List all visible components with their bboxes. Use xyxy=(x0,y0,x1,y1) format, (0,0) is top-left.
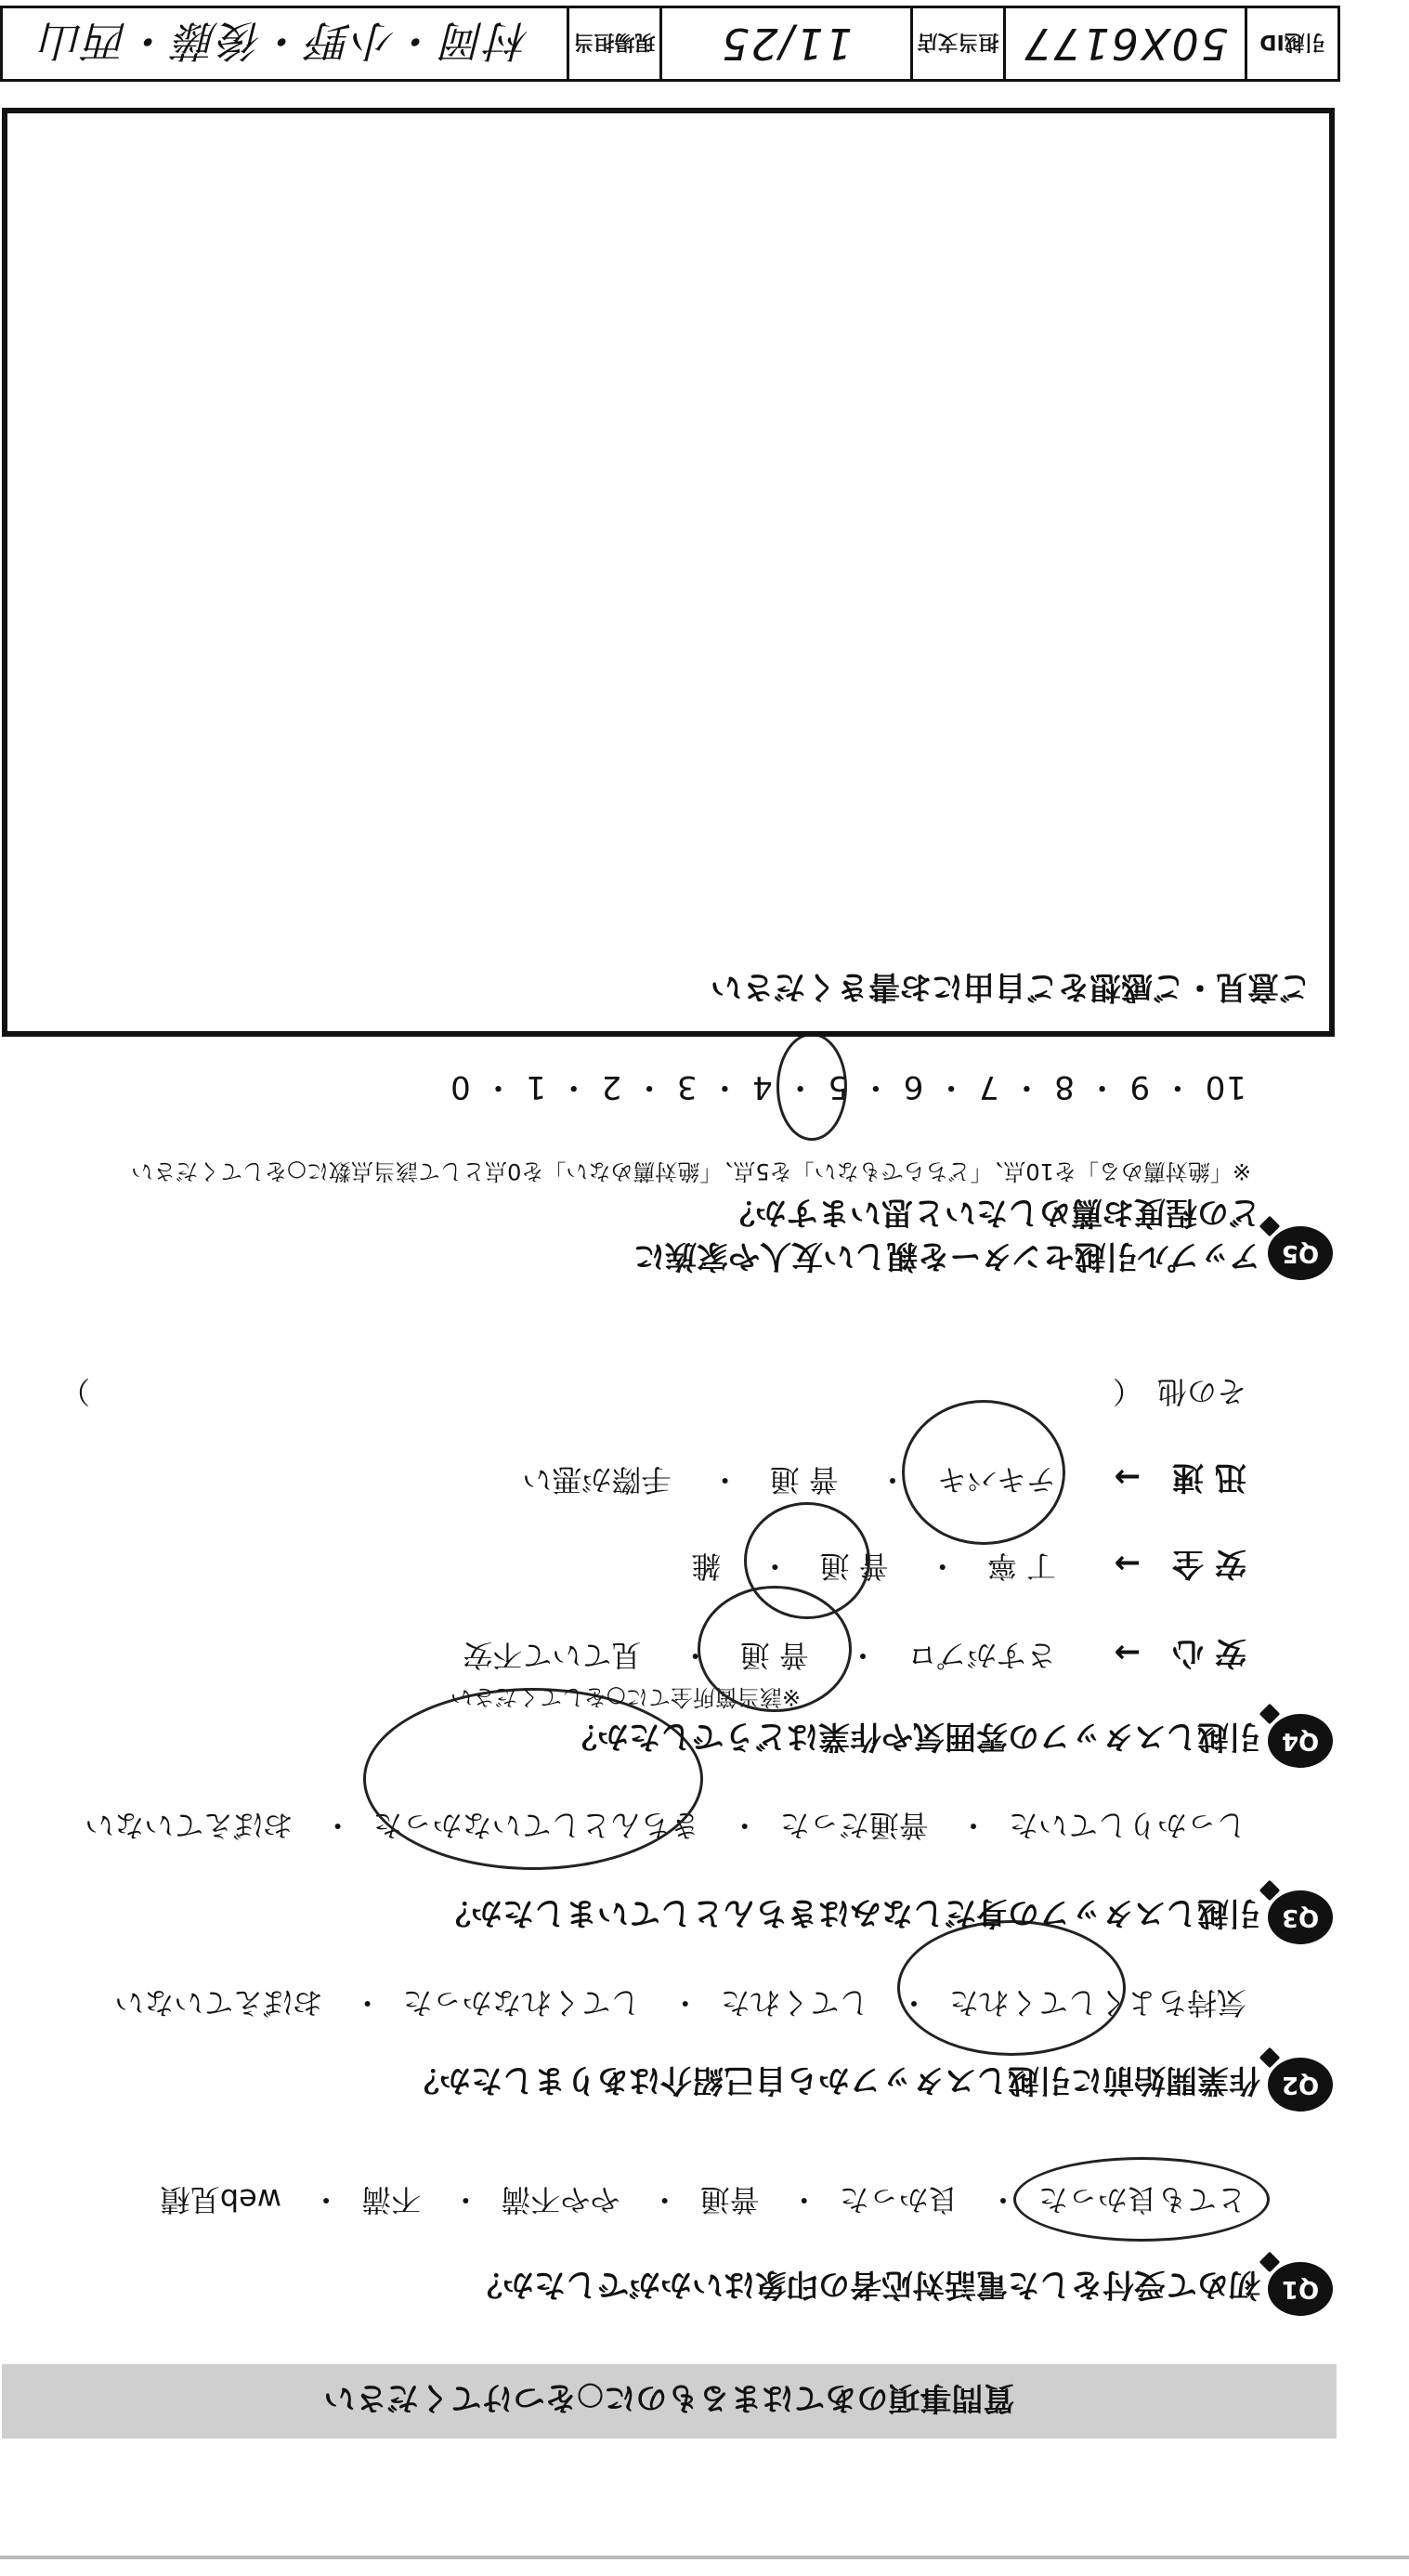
q5-scale: 10 ・ 9 ・ 8 ・ 7 ・ 6 ・ 5 ・ 4 ・ 3 ・ 2 ・ 1 ・ 0 xyxy=(450,1068,1246,1105)
q5-badge-label: Q5 xyxy=(1281,1239,1320,1267)
id-label: 引越ID xyxy=(1245,8,1337,79)
q4-jinsoku-circle xyxy=(902,1400,1065,1545)
q1-answer-circle xyxy=(1013,2157,1270,2242)
branch-value: 11/25 xyxy=(659,8,910,79)
branch-label: 担当支店 xyxy=(910,8,1003,79)
q4-row-anzen-options: 丁 寧 ・ 普 通 ・ 雑 xyxy=(691,1549,1056,1584)
arrow-icon: → xyxy=(1114,1545,1142,1582)
scale-point[interactable]: 2 xyxy=(600,1068,622,1105)
q4-row-label: 安 全 xyxy=(1172,1545,1246,1582)
q3-option[interactable]: しっかりしていた xyxy=(1008,1808,1246,1843)
q4-row-anshin-options: さすがプロ ・ 普 通 ・ 見ていて不安 xyxy=(463,1638,1056,1673)
q2-option[interactable]: してくれなかった xyxy=(402,1985,641,2020)
q5-answer-circle xyxy=(776,1033,847,1141)
q1-badge-label: Q1 xyxy=(1281,2275,1320,2303)
q1-option[interactable]: やや不満 xyxy=(501,2182,620,2217)
q4-anzen-circle xyxy=(744,1502,870,1619)
q2-badge xyxy=(1268,2058,1333,2112)
q4-row-jinsoku xyxy=(1115,1458,1246,1503)
q1-options: とても良かった・ 良かった・ 普通・ やや不満・ 不満・ web見積 xyxy=(160,2182,1246,2217)
q4-option[interactable]: 手際が悪い xyxy=(522,1462,672,1497)
q4-option[interactable]: 普 通 xyxy=(769,1462,839,1497)
scale-point[interactable]: 1 xyxy=(525,1068,546,1105)
q4-option[interactable]: 普 通 xyxy=(739,1638,809,1673)
q2-options: 気持ちよくしてくれた・ してくれた・ してくれなかった・ おぼえていない xyxy=(114,1985,1246,2020)
q4-option[interactable]: 普 通 xyxy=(819,1549,889,1584)
q3-option[interactable]: おぼえていない xyxy=(85,1808,294,1843)
q3-badge xyxy=(1268,1890,1333,1944)
scale-point[interactable]: 4 xyxy=(751,1068,773,1105)
q5-question-line1: アップル引越センターを親しい友人や家族に xyxy=(633,1237,1260,1275)
instructions-text: 質問事項のあてはまるものに○をつけてください xyxy=(323,2379,1015,2417)
q1-option[interactable]: web見積 xyxy=(160,2182,281,2217)
scale-point[interactable]: 3 xyxy=(675,1068,698,1105)
q4-option[interactable]: 雑 xyxy=(691,1549,722,1584)
q4-badge xyxy=(1268,1714,1333,1768)
q4-option[interactable]: 丁 寧 xyxy=(986,1549,1056,1584)
q4-note: ※該当箇所全てに○をしてください xyxy=(450,1684,801,1710)
arrow-icon: → xyxy=(1114,1634,1142,1671)
q1-question: 初めて受付をした電話対応者の印象はいかがでしたか？ xyxy=(471,2266,1260,2303)
scale-point[interactable]: 10 xyxy=(1204,1068,1246,1105)
q3-question: 引越しスタッフの身だしなみはきちんとしていましたか？ xyxy=(439,1894,1260,1931)
leader-value: 村岡・小野・後藤・西山 xyxy=(39,16,530,66)
comment-label: ご意見・ご感想をご自由にお書きください xyxy=(711,968,1311,1005)
footer-table xyxy=(0,6,1340,82)
q4-option[interactable]: テキパキ xyxy=(936,1462,1056,1497)
comment-box[interactable] xyxy=(2,108,1335,1037)
scale-point[interactable]: 0 xyxy=(450,1068,471,1105)
q4-badge-label: Q4 xyxy=(1281,1727,1320,1755)
q4-other-close-paren: ） xyxy=(59,1374,90,1409)
q3-options: しっかりしていた・ 普通だった・ きちんとしていなかった・ おぼえていない xyxy=(85,1808,1246,1843)
q5-question-line2: どの程度お薦めしたいと思いますか？ xyxy=(724,1194,1260,1231)
q4-question: 引越しスタッフの雰囲気や作業はどうでしたか？ xyxy=(566,1718,1260,1755)
q4-row-anzen xyxy=(1115,1544,1246,1589)
q4-other xyxy=(1113,1372,1246,1415)
scale-point[interactable]: 8 xyxy=(1053,1068,1075,1105)
arrow-icon: → xyxy=(1114,1458,1142,1496)
instructions-bar xyxy=(2,2364,1337,2439)
page-edge-rule xyxy=(0,2556,1409,2559)
q1-option[interactable]: とても良かった xyxy=(1037,2182,1246,2217)
q5-note: ※「絶対薦める」を10点、「どちらでもない」を5点、「絶対薦めない」を0点として該当点数に○をしてください xyxy=(131,1158,1251,1184)
q2-option[interactable]: おぼえていない xyxy=(114,1985,323,2020)
q4-row-anshin xyxy=(1115,1633,1246,1679)
q5-badge xyxy=(1268,1226,1333,1280)
scale-point[interactable]: 9 xyxy=(1129,1068,1151,1105)
q1-option[interactable]: 普通 xyxy=(699,2182,760,2217)
q2-badge-label: Q2 xyxy=(1281,2071,1320,2099)
q4-other-close xyxy=(60,1372,90,1415)
id-value: 50X6177 xyxy=(1003,8,1245,79)
q4-option[interactable]: さすがプロ xyxy=(907,1638,1056,1673)
q4-option[interactable]: 見ていて不安 xyxy=(463,1638,642,1673)
scale-point[interactable]: 5 xyxy=(827,1068,849,1105)
q2-option[interactable]: 気持ちよくしてくれた xyxy=(948,1985,1246,2020)
q4-row-label: 迅 速 xyxy=(1172,1458,1246,1496)
q2-option[interactable]: してくれた xyxy=(720,1985,869,2020)
q1-option[interactable]: 良かった xyxy=(839,2182,959,2217)
q3-option[interactable]: きちんとしていなかった xyxy=(372,1808,700,1843)
q2-answer-circle xyxy=(897,1920,1126,2056)
q4-row-label: 安 心 xyxy=(1172,1634,1246,1671)
leader-label: 現場担当 xyxy=(567,8,659,79)
q3-option[interactable]: 普通だった xyxy=(779,1808,929,1843)
scale-point[interactable]: 6 xyxy=(902,1068,924,1105)
q2-question: 作業開始前に引越しスタッフから自己紹介はありましたか？ xyxy=(408,2061,1260,2099)
q4-row-jinsoku-options: テキパキ ・ 普 通 ・ 手際が悪い xyxy=(522,1462,1056,1497)
q1-option[interactable]: 不満 xyxy=(361,2182,422,2217)
q4-other-label: その他 （ xyxy=(1112,1374,1246,1409)
scale-point[interactable]: 7 xyxy=(977,1068,999,1105)
q3-badge-label: Q3 xyxy=(1281,1903,1320,1931)
q1-badge xyxy=(1268,2262,1333,2316)
